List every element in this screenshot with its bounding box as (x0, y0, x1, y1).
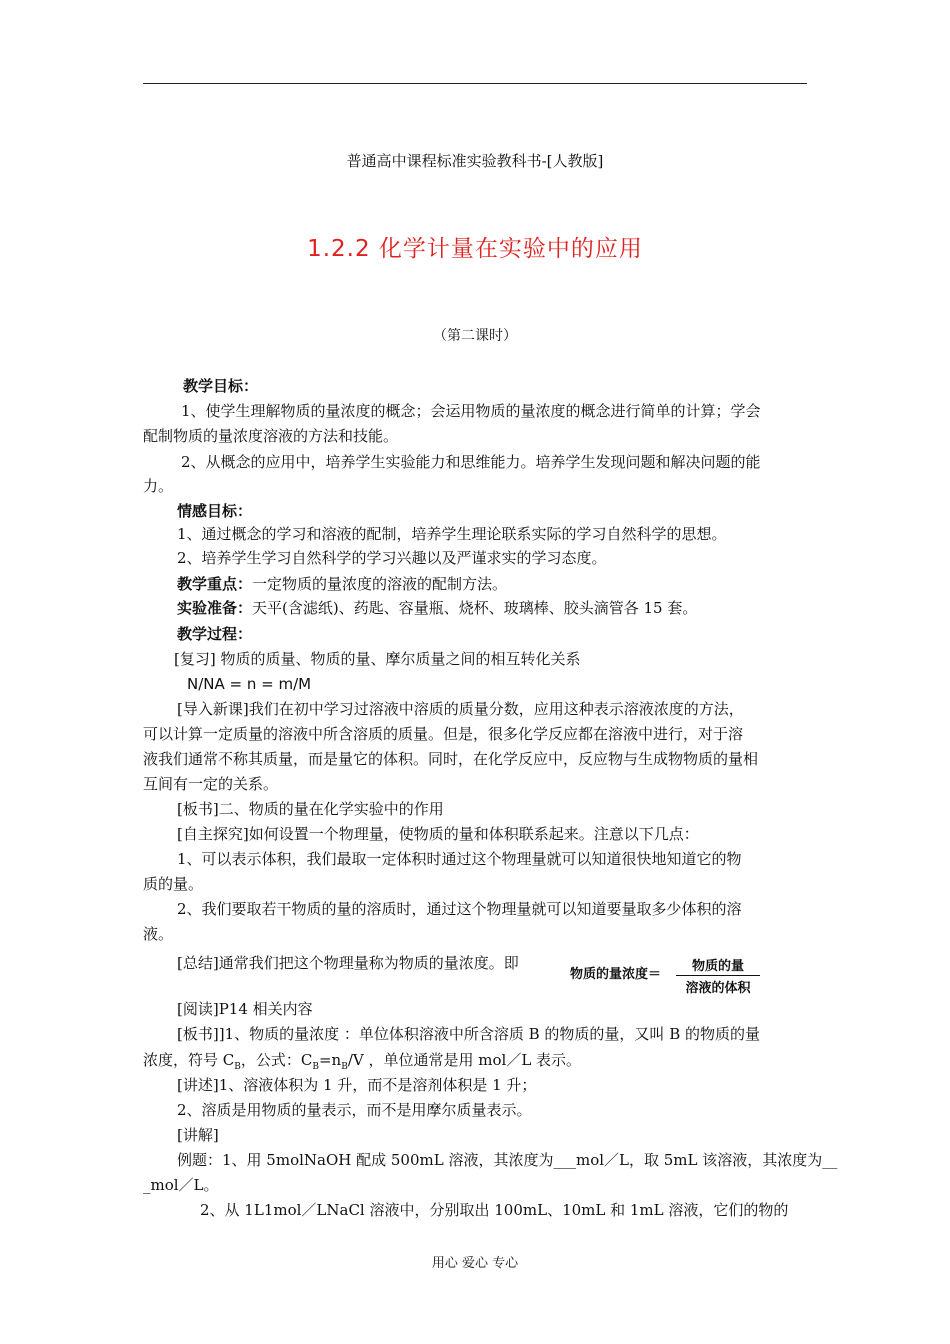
board-line-2: [板书]]1、物质的量浓度 ：单位体积溶液中所含溶质 B 的物质的量，又叫 B 的物质的量 (177, 1025, 760, 1043)
formula-fraction (676, 955, 760, 996)
review-line: [复习] 物质的质量、物质的量、摩尔质量之间的相互转化关系 (174, 650, 581, 668)
example-1-line-2: _mol／L。 (143, 1176, 219, 1194)
board-line-1: [板书]二、物质的量在化学实验中的作用 (177, 800, 444, 818)
point-2-line-2: 液。 (143, 925, 174, 943)
subscript-b: B (312, 1062, 319, 1072)
book-header: 普通高中课程标准实验教科书-[人教版] (346, 152, 604, 170)
lecture-line-2: 2、溶质是用物质的量表示，而不是用摩尔质量表示。 (177, 1101, 532, 1119)
intro-line-4: 互间有一定的关系。 (143, 775, 279, 793)
point-2-line-1: 2、我们要取若干物质的量的溶质时，通过这个物理量就可以知道要量取多少体积的溶 (177, 900, 742, 918)
example-2-line: 2、从 1L1mol／LNaCl 溶液中，分别取出 100mL、10mL 和 1mL 溶液，它们的物的 (200, 1201, 789, 1219)
board-text-b: ，公式：C (240, 1051, 313, 1069)
key-point-text: 一定物质的量浓度的溶液的配制方法。 (252, 575, 508, 593)
subscript-b: B (234, 1062, 241, 1072)
board-text-c: =n (318, 1051, 342, 1069)
experiment-prep-text: 天平(含滤纸)、药匙、容量瓶、烧杯、玻璃棒、胶头滴管各 15 套。 (252, 599, 698, 617)
teaching-goals-heading: 教学目标： (183, 377, 259, 395)
formula-denominator: 溶液的体积 (685, 981, 751, 996)
example-1-line-1: 例题：1、用 5molNaOH 配成 500mL 溶液，其浓度为___mol／L，取 5mL 该溶液，其浓度为__ (177, 1151, 838, 1169)
explain-line: [讲解] (177, 1126, 219, 1144)
intro-line-1: [导入新课]我们在初中学习过溶液中溶质的质量分数，应用这种表示溶液浓度的方法， (177, 700, 744, 718)
review-formula: N/NA = n = m/M (187, 675, 312, 693)
lecture-line-1: [讲述]1、溶液体积为 1 升，而不是溶剂体积是 1 升； (177, 1076, 537, 1094)
key-point-label: 教学重点： (177, 575, 253, 593)
intro-line-3: 液我们通常不称其质量，而是量它的体积。同时，在化学反应中，反应物与生成物物质的量相 (143, 750, 759, 768)
board-text-a: 浓度，符号 C (143, 1051, 235, 1069)
intro-line-2: 可以计算一定质量的溶液中所含溶质的质量。但是，很多化学反应都在溶液中进行，对于溶 (143, 725, 744, 743)
lesson-subtitle: （第二课时） (433, 328, 517, 344)
header-rule (143, 83, 807, 84)
formula-numerator: 物质的量 (676, 955, 760, 976)
emotion-goals-heading: 情感目标： (177, 502, 253, 520)
formula-lhs: 物质的量浓度＝ (570, 967, 662, 982)
experiment-prep-label: 实验准备： (177, 599, 253, 617)
emotion-goal-2: 2、培养学生学习自然科学的学习兴趣以及严谨求实的学习态度。 (177, 549, 607, 567)
goal-2-line-2: 力。 (143, 477, 174, 495)
teaching-process-heading: 教学过程： (177, 625, 253, 643)
goal-2-line-1: 2、从概念的应用中，培养学生实验能力和思维能力。培养学生发现问题和解决问题的能 (181, 453, 761, 471)
point-1-line-1: 1、可以表示体积，我们最取一定体积时通过这个物理量就可以知道很快地知道它的物 (177, 850, 742, 868)
read-line: [阅读]P14 相关内容 (177, 1000, 313, 1018)
page-footer: 用心 爱心 专心 (431, 1256, 519, 1271)
emotion-goal-1: 1、通过概念的学习和溶液的配制，培养学生理论联系实际的学习自然科学的思想。 (177, 525, 727, 543)
point-1-line-2: 质的量。 (143, 875, 204, 893)
subscript-b: B (341, 1062, 348, 1072)
board-text-d: /V ，单位通常是用 mol／L 表示。 (347, 1051, 582, 1069)
goal-1-line-2: 配制物质的量浓度溶液的方法和技能。 (143, 427, 399, 445)
explore-line: [自主探究]如何设置一个物理量，使物质的量和体积联系起来。注意以下几点： (177, 825, 699, 843)
experiment-prep (177, 597, 697, 619)
goal-1-line-1: 1、使学生理解物质的量浓度的概念；会运用物质的量浓度的概念进行简单的计算；学会 (181, 402, 761, 420)
summary-line: [总结]通常我们把这个物理量称为物质的量浓度。即 (177, 954, 519, 972)
key-point (177, 573, 507, 595)
lesson-title: 1.2.2 化学计量在实验中的应用 (307, 236, 643, 262)
